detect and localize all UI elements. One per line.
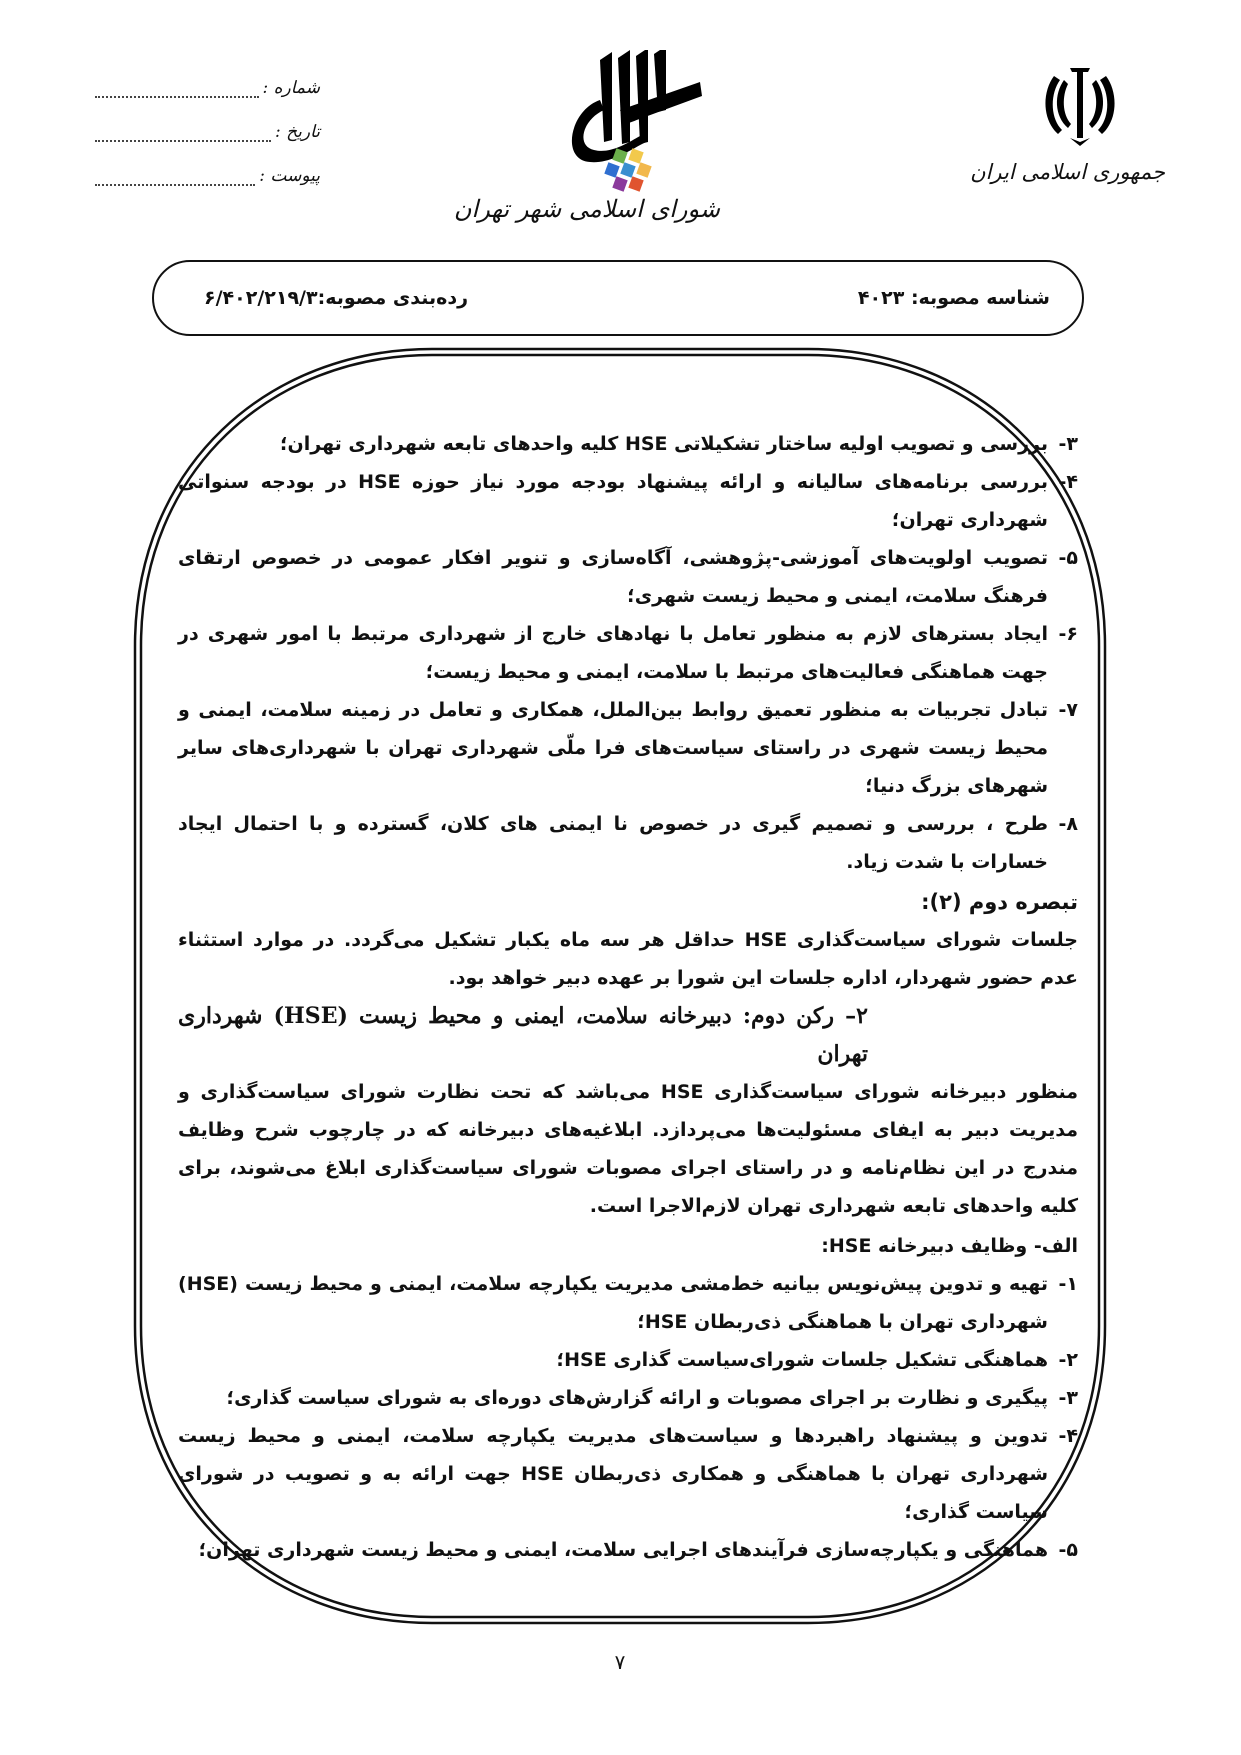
item-number: ۴- (1058, 1425, 1078, 1447)
item-text: تدوین و پیشنهاد راهبردها و سیاست‌های مدیریت یکپارچه سلامت، ایمنی و محیط زیست شهرداری تهران با هماهنگی و همکاری ذی‌ربطان HSE جهت ارائه به و تصویب در شورای سیاست گذاری؛ (178, 1425, 1049, 1523)
duties-heading: الف- وظایف دبیرخانه HSE: (821, 1235, 1078, 1257)
attachment-field (95, 166, 320, 186)
resolution-id-value: ۴۰۲۳ (857, 287, 905, 309)
emblem-icon (1040, 58, 1120, 148)
list-item (178, 1417, 1078, 1531)
item-number: ۳- (1058, 433, 1078, 455)
item-number: ۴- (1058, 471, 1078, 493)
resolution-id-label: شناسه مصوبه: (910, 287, 1050, 309)
classification-label: رده‌بندی مصوبه: (317, 287, 469, 309)
date-dotted-line (95, 128, 271, 142)
number-label: شماره : (262, 78, 320, 98)
list-item (178, 1265, 1078, 1341)
resolution-classification (204, 287, 468, 309)
iran-emblem (1040, 58, 1120, 148)
number-field (95, 78, 320, 98)
item-text: تصویب اولویت‌های آموزشی-پژوهشی، آگاه‌سازی و تنویر افکار عمومی در خصوص ارتقای فرهنگ سلامت، ایمنی و محیط زیست شهری؛ (178, 547, 1048, 607)
section-paragraph: منظور دبیرخانه شورای سیاست‌گذاری HSE می‌باشد که تحت نظارت شورای سیاست‌گذاری و مدیریت دبیر به ایفای مسئولیت‌ها می‌پردازد. ابلاغیه‌های دبیرخانه که در چارچوب شرح وظایف مندرج در این نظام‌نامه و در راستای اجرای مصوبات شورای سیاست‌گذاری ابلاغ می‌شوند، برای کلیه واحدهای تابعه شهرداری تهران لازم‌الاجرا است. (178, 1081, 1078, 1217)
item-text: ایجاد بسترهای لازم به منظور تعامل با نهادهای خارج از شهرداری مرتبط با امور شهری در جهت هماهنگی فعالیت‌های مرتبط با سلامت، ایمنی و محیط زیست؛ (178, 623, 1048, 683)
list-item (178, 615, 1078, 691)
classification-value: ۶/۴۰۲/۲۱۹/۳ (204, 287, 318, 309)
date-label: تاریخ : (275, 122, 320, 142)
item-number: ۷- (1058, 699, 1078, 721)
page-number: ۷ (614, 1650, 626, 1674)
item-number: ۲- (1058, 1349, 1078, 1371)
note-heading: تبصره دوم (۲): (921, 890, 1078, 914)
date-field (95, 122, 320, 142)
item-text: بررسی برنامه‌های سالیانه و ارائه پیشنهاد بودجه مورد نیاز حوزه HSE در بودجه سنواتی شهرداری تهران؛ (178, 471, 1048, 531)
number-dotted-line (95, 84, 259, 98)
item-number: ۶- (1058, 623, 1078, 645)
item-number: ۵- (1058, 1539, 1078, 1561)
section-heading: ۲– رکن دوم: دبیرخانه سلامت، ایمنی و محیط زیست (HSE) شهرداری تهران (178, 1003, 868, 1067)
list-item (178, 805, 1078, 881)
item-text: تبادل تجربیات به منظور تعمیق روابط بین‌الملل، همکاری و تعامل در زمینه سلامت، ایمنی و محیط زیست شهری در راستای سیاست‌های فرا ملّی شهرداری تهران با شهرداری‌های سایر شهرهای بزرگ دنیا؛ (178, 699, 1048, 797)
item-text: بررسی و تصویب اولیه ساختار تشکیلاتی HSE کلیه واحدهای تابعه شهرداری تهران؛ (279, 433, 1048, 455)
item-number: ۱- (1058, 1273, 1078, 1295)
item-text: هماهنگی تشکیل جلسات شورای‌سیاست گذاری HSE؛ (556, 1349, 1048, 1371)
list-item (178, 539, 1078, 615)
resolution-info-box (152, 260, 1084, 336)
resolution-id (858, 287, 1050, 309)
list-item (178, 1379, 1078, 1417)
item-text: طرح ، بررسی و تصمیم گیری در خصوص نا ایمنی های کلان، گسترده و با احتمال ایجاد خسارات با شدت زیاد. (178, 813, 1048, 873)
item-number: ۳- (1058, 1387, 1078, 1409)
list-item (178, 1531, 1078, 1569)
item-number: ۸- (1058, 813, 1078, 835)
item-number: ۵- (1058, 547, 1078, 569)
note-paragraph: جلسات شورای سیاست‌گذاری HSE حداقل هر سه ماه یکبار تشکیل می‌گردد. در موارد استثناء عدم حضور شهردار، اداره جلسات این شورا بر عهده دبیر خواهد بود. (178, 929, 1079, 989)
list-item (178, 691, 1078, 805)
list-item (178, 463, 1078, 539)
document-body (178, 425, 1078, 1569)
item-text: پیگیری و نظارت بر اجرای مصوبات و ارائه گزارش‌های دوره‌ای به شورای سیاست گذاری؛ (226, 1387, 1048, 1409)
council-tiles-icon (600, 148, 660, 198)
list-item (178, 425, 1078, 463)
attachment-dotted-line (95, 172, 255, 186)
item-text: تهیه و تدوین پیش‌نویس بیانیه خط‌مشی مدیریت یکپارچه سلامت، ایمنی و محیط زیست (HSE) شهرداری تهران با هماهنگی ذی‌ربطان HSE؛ (178, 1273, 1048, 1333)
item-text: هماهنگی و یکپارچه‌سازی فرآیندهای اجرایی سلامت، ایمنی و محیط زیست شهرداری تهران؛ (198, 1539, 1048, 1561)
emblem-text: جمهوری اسلامی ایران (970, 160, 1165, 184)
council-logo-text: شورای اسلامی شهر تهران (453, 195, 720, 223)
attachment-label: پیوست : (259, 166, 320, 186)
list-item (178, 1341, 1078, 1379)
